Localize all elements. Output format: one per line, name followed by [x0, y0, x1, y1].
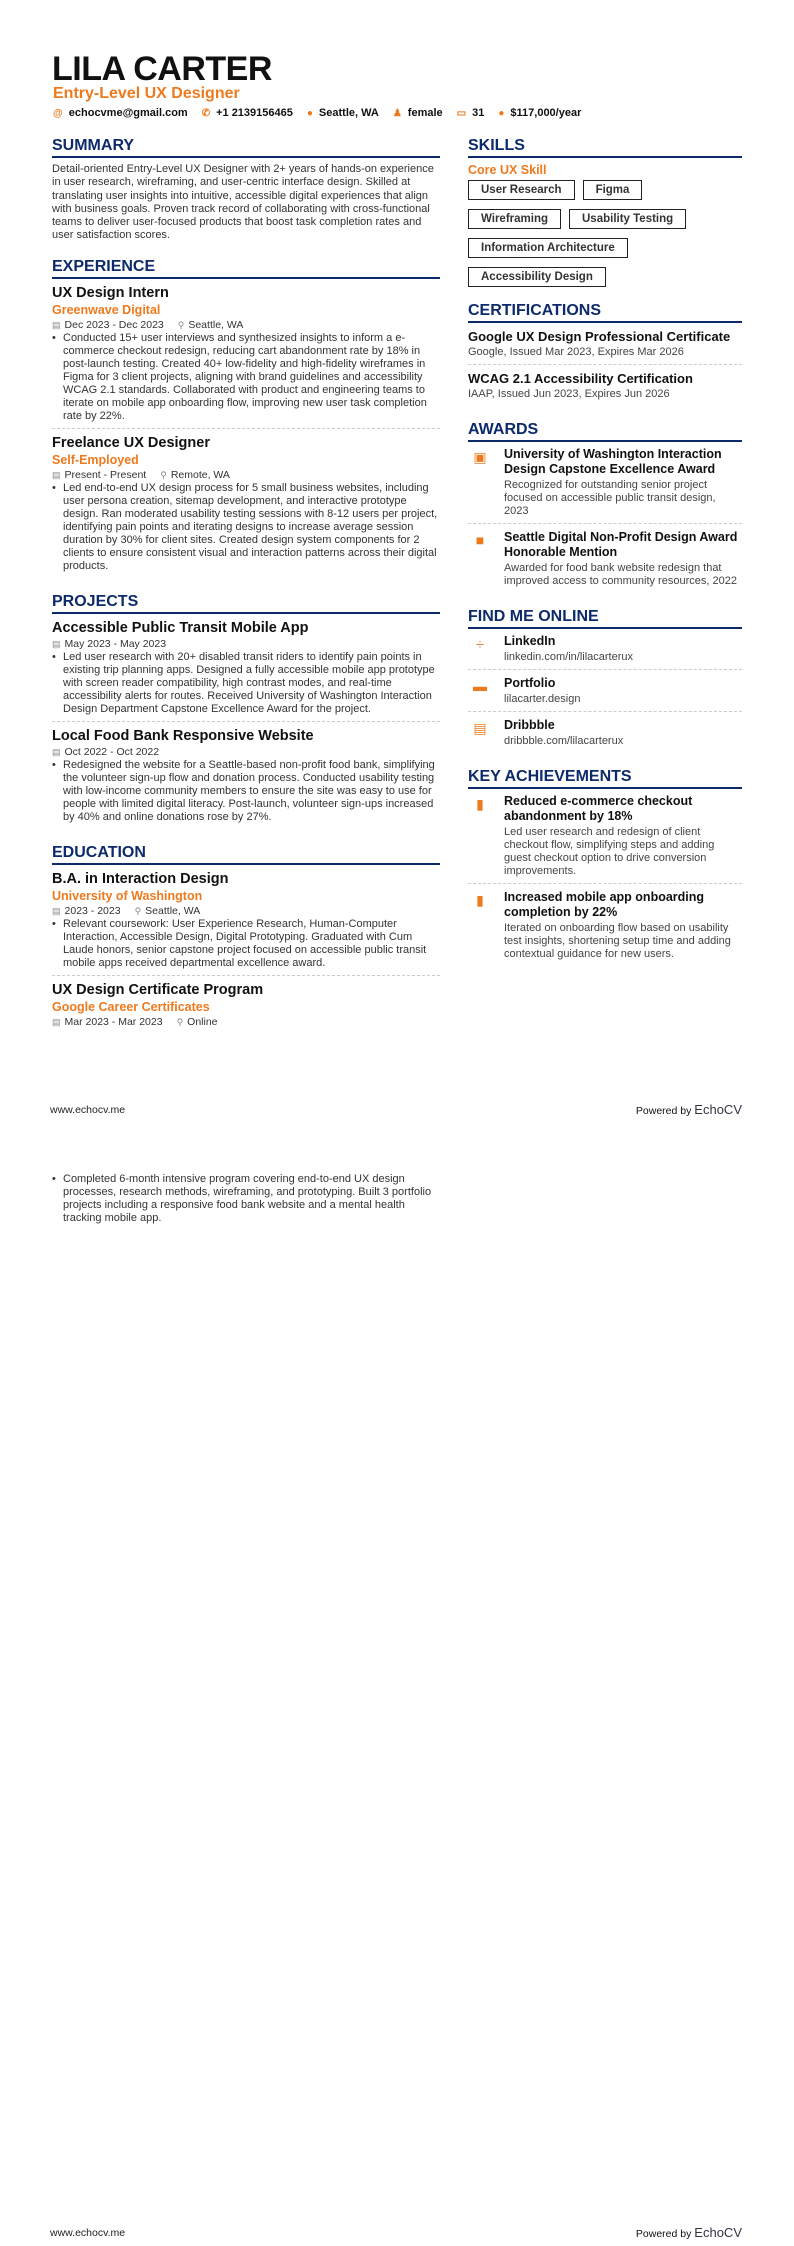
- section-heading: SKILLS: [468, 136, 742, 158]
- experience-section: [52, 257, 440, 578]
- footer-powered: Powered by EchoCV: [635, 2225, 742, 2240]
- contact-email: @ echocvme@gmail.com: [53, 107, 188, 119]
- calendar-icon: ▭: [456, 108, 467, 119]
- item-bullet: Led user research with 20+ disabled transit riders to identify pain points in existing trip planning apps. Designed a fully accessible mobile app prototype with screen reader compatibility, high contrast modes, and real-time accessibility alerts for routes. Received University of Washington Interaction Design Department Capstone Excellence Award for the project.: [63, 650, 435, 715]
- experience-item: Freelance UX Designer Self-Employed ▤ Present - Present ⚲ Remote, WA • Led end-to-end UX design process for 5 small business websites, including user persona creation, sitemap development, and interactive prototype design. Ran moderated usability testing sessions with 8-12 users per project, identifying pain points and iterating designs to increase average session duration by 30% for client sites. Created design system components for 2 clients to ensure consistent visual and interaction patterns across their digital products.: [52, 434, 440, 578]
- item-dates: Present - Present: [64, 468, 147, 481]
- item-org: Google Career Certificates: [52, 999, 210, 1014]
- project-item: Accessible Public Transit Mobile App ▤ May 2023 - May 2023 • Led user research with 20+ disabled transit riders to identify pain points in existing trip planning apps. Designed a fully accessible mobile app prototype with screen reader compatibility, high contrast modes, and real-time accessibility alerts for routes. Received University of Washington Interaction Design Department Capstone Excellence Award for the project.: [52, 619, 440, 722]
- item-dates: Dec 2023 - Dec 2023: [64, 318, 164, 331]
- education-section: [52, 843, 440, 1034]
- section-heading: KEY ACHIEVEMENTS: [468, 767, 742, 789]
- dollar-icon: ●: [498, 108, 505, 119]
- online-item[interactable]: ÷ LinkedIn linkedin.com/in/lilacarterux: [468, 634, 742, 670]
- online-item[interactable]: ▬ Portfolio lilacarter.design: [468, 676, 742, 712]
- location-icon: ⚲: [177, 319, 185, 330]
- education-bullet-continued: • Completed 6-month intensive program covering end-to-end UX design processes, research methods, wireframing, and prototyping. Built 3 portfolio projects including a responsive food bank website and a mental health tracking mobile app.: [52, 1173, 432, 1224]
- item-org: Greenwave Digital: [52, 302, 161, 317]
- file-icon: ▮: [476, 796, 484, 812]
- calendar-icon: ▤: [52, 469, 61, 480]
- item-title: Freelance UX Designer: [52, 434, 210, 451]
- brand-logo: EchoCV: [694, 1102, 742, 1117]
- left-column: [52, 136, 440, 1039]
- right-column: [468, 136, 742, 972]
- skill-tag: Wireframing: [468, 209, 561, 229]
- section-heading: SUMMARY: [52, 136, 440, 158]
- skill-group-title: Core UX Skill: [468, 163, 547, 177]
- skill-tag: Figma: [583, 180, 643, 200]
- footer-site[interactable]: www.echocv.me: [50, 1104, 126, 1116]
- archive-icon: ▤: [473, 720, 487, 736]
- item-dates: 2023 - 2023: [64, 904, 121, 917]
- certification-item: Google UX Design Professional Certificate Google, Issued Mar 2023, Expires Mar 2026: [468, 328, 742, 365]
- contact-gender: ♟ female: [392, 107, 443, 119]
- candidate-name: LILA CARTER: [52, 50, 272, 88]
- projects-section: [52, 592, 440, 829]
- item-location: Remote, WA: [170, 468, 230, 481]
- location-icon: ●: [306, 108, 313, 119]
- contact-phone: ✆ +1 2139156465: [201, 107, 293, 119]
- item-org: University of Washington: [52, 888, 203, 903]
- location-icon: ⚲: [134, 905, 142, 916]
- section-heading: PROJECTS: [52, 592, 440, 614]
- item-title: UX Design Certificate Program: [52, 981, 264, 998]
- summary-section: [52, 136, 440, 243]
- job-title: Entry-Level UX Designer: [53, 85, 240, 102]
- chip-icon: ▣: [473, 449, 487, 465]
- project-item: Local Food Bank Responsive Website ▤ Oct 2022 - Oct 2022 • Redesigned the website for a Seattle-based non-profit food bank, simplifying the volunteer sign-up flow and donation process. Conducted usability testing with low-income community members to ensure the site was easy to use for people with limited digital literacy. Post-launch, volunteer sign-ups increased by 40% and online donations rose by 27%.: [52, 727, 440, 829]
- item-bullet: Relevant coursework: User Experience Research, Human-Computer Interaction, Accessible Design, Digital Prototyping. Graduated with Cum Laude honors, senior capstone project focused on accessible public transit mobile apps received departmental excellence award.: [63, 917, 427, 969]
- award-item: ▣ University of Washington Interaction Design Capstone Excellence Award Recognized for outstanding senior project focused on accessible public transit design, 2023: [468, 447, 742, 524]
- footer-powered: Powered by EchoCV: [635, 1102, 742, 1117]
- certification-item: WCAG 2.1 Accessibility Certification IAAP, Issued Jun 2023, Expires Jun 2026: [468, 371, 693, 400]
- contact-salary: ● $117,000/year: [498, 107, 582, 119]
- item-title: Local Food Bank Responsive Website: [52, 727, 314, 744]
- item-title: UX Design Intern: [52, 284, 169, 301]
- education-item: [52, 981, 440, 1034]
- award-item: ■ Seattle Digital Non-Profit Design Award Honorable Mention Awarded for food bank website redesign that improved access to community resources, 2022: [468, 530, 742, 593]
- item-bullet: Led end-to-end UX design process for 5 small business websites, including user persona creation, sitemap development, and interactive prototype design. Ran moderated usability testing sessions with 8-12 users per project, identifying pain points and iterating designs to increase average session duration by 30% for client sites. Created design system components for 2 clients to ensure consistent visual and interaction patterns across their digital products.: [63, 481, 438, 572]
- achievement-item: ▮ Reduced e-commerce checkout abandonment by 18% Led user research and redesign of client checkout flow, simplifying steps and adding guest checkout option to drive conversion improvements.: [468, 794, 742, 884]
- contact-location: ● Seattle, WA: [306, 107, 379, 119]
- user-icon: ♟: [392, 108, 402, 119]
- item-location: Online: [187, 1015, 218, 1028]
- badge-icon: ■: [475, 532, 485, 548]
- file-icon: ▮: [476, 892, 484, 908]
- skills-section: [468, 136, 742, 287]
- online-item[interactable]: ▤ Dribbble dribbble.com/lilacarterux: [468, 718, 742, 753]
- portfolio-icon: ▬: [473, 678, 487, 694]
- online-section: [468, 607, 742, 753]
- link[interactable]: linkedin.com/in/lilacarterux: [504, 651, 633, 663]
- section-heading: FIND ME ONLINE: [468, 607, 742, 629]
- calendar-icon: ▤: [52, 905, 61, 916]
- achievement-item: ▮ Increased mobile app onboarding completion by 22% Iterated on onboarding flow based on usability test insights, shortening setup time and adding contextual guidance for new users.: [468, 890, 742, 966]
- item-dates: Mar 2023 - Mar 2023: [64, 1015, 163, 1028]
- location-icon: ⚲: [176, 1016, 184, 1027]
- calendar-icon: ▤: [52, 319, 61, 330]
- summary-text: Detail-oriented Entry-Level UX Designer with 2+ years of hands-on experience in user research, wireframing, and user-centric interface design. Skilled at translating user insights into intuitive, accessible digital experiences that align with business goals. Proven track record of collaborating with cross-functional teams to deliver user-focused products that boost task completion rates and user satisfaction scores.: [52, 163, 434, 242]
- achievements-section: [468, 767, 742, 966]
- contact-row: [53, 107, 581, 119]
- divide-icon: ÷: [476, 636, 484, 652]
- skill-tag: Information Architecture: [468, 238, 628, 258]
- brand-logo: EchoCV: [694, 2225, 742, 2240]
- at-icon: @: [53, 108, 63, 119]
- skill-tag: User Research: [468, 180, 575, 200]
- experience-item: UX Design Intern Greenwave Digital ▤ Dec 2023 - Dec 2023 ⚲ Seattle, WA • Conducted 15+ user interviews and synthesized insights to inform a e-commerce checkout redesign, reducing cart abandonment rate by 18% in post-launch testing. Created 40+ low-fidelity and high-fidelity wireframes in Figma for 3 client projects, aligning with brand guidelines and accessibility WCAG 2.1 standards. Collaborated with product and engineering teams to iterate on mobile app onboarding flow, improving new user task completion rate by 22%.: [52, 284, 440, 429]
- link[interactable]: lilacarter.design: [504, 693, 581, 705]
- contact-age: ▭ 31: [456, 107, 485, 119]
- calendar-icon: ▤: [52, 638, 61, 649]
- section-heading: CERTIFICATIONS: [468, 301, 742, 323]
- item-location: Seattle, WA: [188, 318, 244, 331]
- section-heading: EDUCATION: [52, 843, 440, 865]
- item-org: Self-Employed: [52, 452, 139, 467]
- item-title: Accessible Public Transit Mobile App: [52, 619, 309, 636]
- item-bullet: Redesigned the website for a Seattle-based non-profit food bank, simplifying the volunteer sign-up flow and donation process. Conducted usability testing with low-income community members to ensure the site was easy to use for people with limited digital literacy. Post-launch, volunteer sign-ups increased by 40% and online donations rose by 27%.: [63, 758, 435, 823]
- item-title: B.A. in Interaction Design: [52, 870, 229, 887]
- item-dates: Oct 2022 - Oct 2022: [64, 745, 160, 758]
- calendar-icon: ▤: [52, 746, 61, 757]
- skill-tag: Accessibility Design: [468, 267, 606, 287]
- item-location: Seattle, WA: [145, 904, 201, 917]
- awards-section: [468, 420, 742, 593]
- skill-tag: Usability Testing: [569, 209, 686, 229]
- item-bullet: Conducted 15+ user interviews and synthesized insights to inform a e-commerce checkout redesign, reducing cart abandonment rate by 18% in post-launch testing. Created 40+ low-fidelity and high-fidelity wireframes in Figma for 3 client projects, aligning with brand guidelines and accessibility WCAG 2.1 standards. Collaborated with product and engineering teams to iterate on mobile app onboarding flow, improving new user task completion rate by 22%.: [63, 331, 427, 422]
- phone-icon: ✆: [201, 108, 211, 119]
- certifications-section: [468, 301, 742, 406]
- link[interactable]: dribbble.com/lilacarterux: [504, 735, 624, 747]
- footer-site[interactable]: www.echocv.me: [50, 2227, 126, 2239]
- location-icon: ⚲: [160, 469, 167, 480]
- section-heading: EXPERIENCE: [52, 257, 440, 279]
- section-heading: AWARDS: [468, 420, 742, 442]
- item-dates: May 2023 - May 2023: [64, 637, 167, 650]
- calendar-icon: ▤: [52, 1016, 61, 1027]
- education-item: B.A. in Interaction Design University of Washington ▤ 2023 - 2023 ⚲ Seattle, WA • Relevant coursework: User Experience Research, Human-Computer Interaction, Accessible Design, Digital Prototyping. Graduated with Cum Laude honors, senior capstone project focused on accessible public transit mobile apps received departmental excellence award.: [52, 870, 440, 976]
